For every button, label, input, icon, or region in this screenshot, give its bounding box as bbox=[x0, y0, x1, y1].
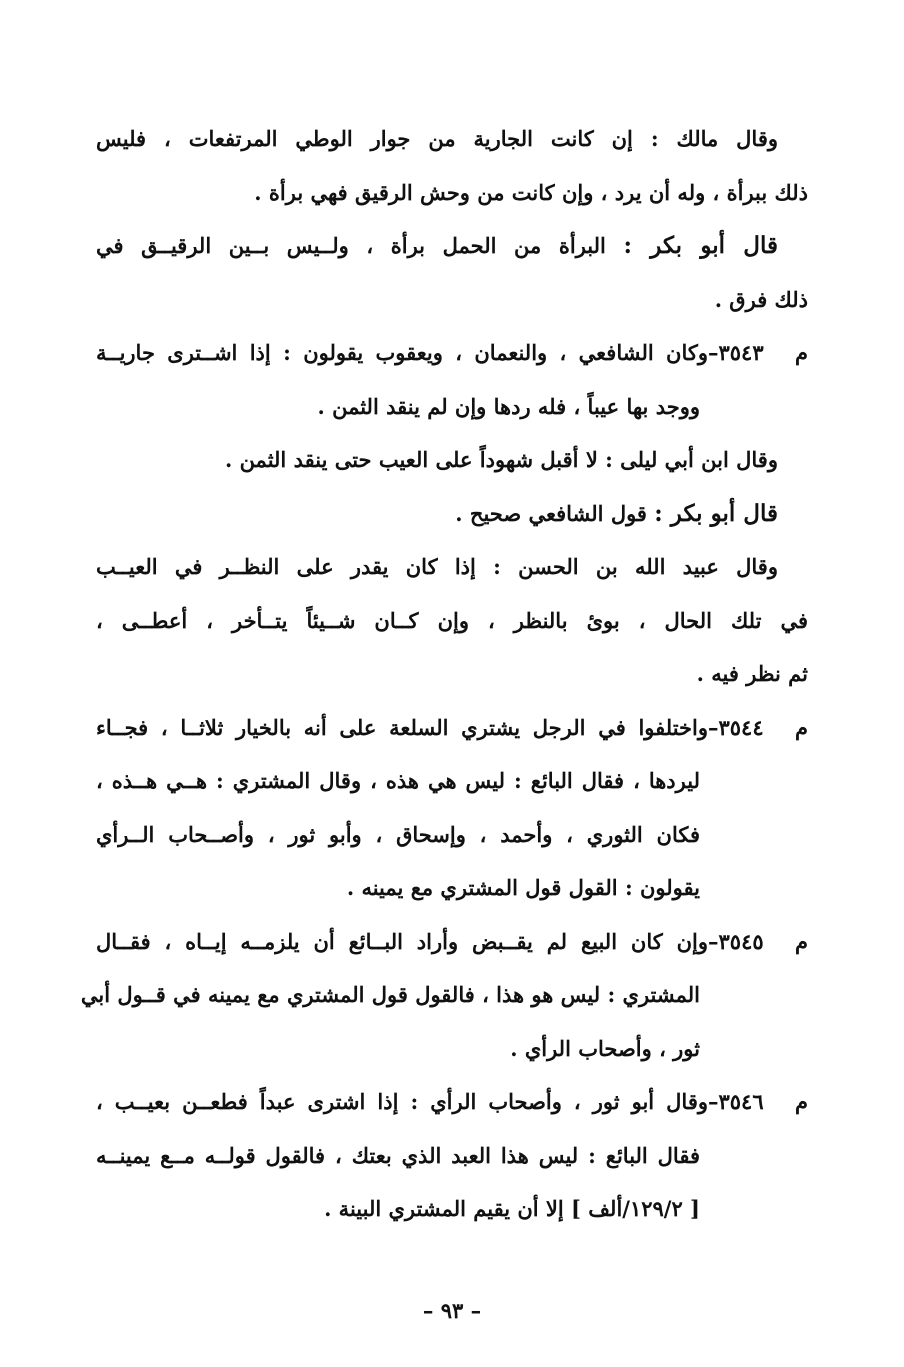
line-text: وقال ابن أبي ليلى : لا أقبل شهوداً على العيب حتى ينقد الثمن . bbox=[224, 447, 778, 472]
line-text: فقال البائع : ليس هذا العبد الذي بعتك ، فالقول قولــه مــع يمينــه bbox=[96, 1142, 700, 1168]
text-line bbox=[96, 487, 808, 541]
text-line bbox=[96, 326, 808, 380]
paragraph-p9 bbox=[96, 1075, 808, 1236]
line-text: فكان الثوري ، وأحمد ، وإسحاق ، وأبو ثور ، وأصــحاب الــرأي bbox=[96, 821, 700, 847]
text-line bbox=[96, 1182, 808, 1236]
text-line bbox=[80, 968, 808, 1022]
entry-number: م ٣٥٤٦– bbox=[708, 1089, 808, 1114]
paragraph-p6 bbox=[96, 540, 808, 701]
text-line bbox=[96, 808, 808, 862]
text-line bbox=[96, 380, 808, 434]
speaker-lead: قال أبو بكر : bbox=[623, 232, 779, 259]
text-line bbox=[96, 915, 808, 969]
line-text: وكان الشافعي ، والنعمان ، ويعقوب يقولون : إذا اشــترى جاريــة bbox=[96, 340, 708, 365]
line-text: ووجد بها عيباً ، فله ردها وإن لم ينقد الثمن . bbox=[317, 393, 700, 419]
line-text: ذلك فرق . bbox=[714, 286, 808, 312]
line-text: وقال أبو ثور ، وأصحاب الرأي : إذا اشترى عبداً فطعــن بعيــب ، bbox=[96, 1089, 708, 1114]
text-line bbox=[96, 112, 808, 166]
text-line bbox=[96, 647, 808, 701]
line-text: وقال مالك : إن كانت الجارية من جوار الوطي المرتفعات ، فليس bbox=[96, 126, 778, 151]
line-text: المشتري : ليس هو هذا ، فالقول قول المشتري مع يمينه في قــول أبي bbox=[80, 982, 700, 1007]
entry-number: م ٣٥٤٣– bbox=[708, 340, 808, 365]
line-text: وقال عبيد الله بن الحسن : إذا كان يقدر على النظــر في العيــب bbox=[96, 554, 778, 579]
text-line bbox=[96, 754, 808, 808]
paragraph-p4 bbox=[96, 433, 808, 487]
paragraph-p2 bbox=[96, 219, 808, 326]
text-line bbox=[96, 861, 808, 915]
paragraph-p8 bbox=[80, 915, 809, 1076]
line-text: البرأة من الحمل برأة ، ولــيس بــين الرقيــق في bbox=[96, 233, 606, 258]
line-text: يقولون : القول قول المشتري مع يمينه . bbox=[346, 875, 700, 900]
entry-number: م ٣٥٤٤– bbox=[708, 714, 808, 740]
text-line bbox=[96, 166, 808, 220]
line-text: ثور ، وأصحاب الرأي . bbox=[510, 1035, 700, 1061]
text-line bbox=[96, 273, 808, 327]
text-line bbox=[96, 540, 808, 594]
text-line bbox=[96, 1129, 808, 1183]
text-line bbox=[96, 219, 808, 273]
speaker-lead: قال أبو بكر : bbox=[654, 499, 778, 527]
text-line bbox=[96, 701, 808, 755]
paragraph-p7 bbox=[96, 701, 808, 915]
paragraph-p5 bbox=[96, 487, 808, 541]
line-text: ليردها ، فقال البائع : ليس هي هذه ، وقال المشتري : هــي هــذه ، bbox=[96, 768, 700, 793]
page-number: – ٩٣ – bbox=[422, 1298, 482, 1323]
line-text: [ ١٢٩/٢/ألف ] إلا أن يقيم المشتري البينة . bbox=[324, 1196, 700, 1221]
entry-number: م ٣٥٤٥– bbox=[708, 928, 809, 954]
page-body bbox=[80, 112, 809, 1236]
line-text: قول الشافعي صحيح . bbox=[455, 500, 647, 526]
paragraph-p1 bbox=[96, 112, 808, 219]
line-text: واختلفوا في الرجل يشتري السلعة على أنه بالخيار ثلاثــا ، فجــاء bbox=[96, 714, 708, 740]
text-line bbox=[96, 594, 808, 648]
line-text: ثم نظر فيه . bbox=[696, 661, 808, 686]
text-line bbox=[96, 1075, 808, 1129]
text-line bbox=[96, 433, 808, 487]
line-text: ذلك ببرأة ، وله أن يرد ، وإن كانت من وحش الرقيق فهي برأة . bbox=[254, 179, 808, 205]
paragraph-p3 bbox=[96, 326, 808, 433]
line-text: وإن كان البيع لم يقــبض وأراد البــائع أن يلزمــه إيــاه ، فقــال bbox=[96, 928, 709, 954]
line-text: في تلك الحال ، بوئ بالنظر ، وإن كــان شــيئاً يتــأخر ، أعطــى ، bbox=[96, 607, 808, 633]
text-line bbox=[96, 1022, 808, 1076]
